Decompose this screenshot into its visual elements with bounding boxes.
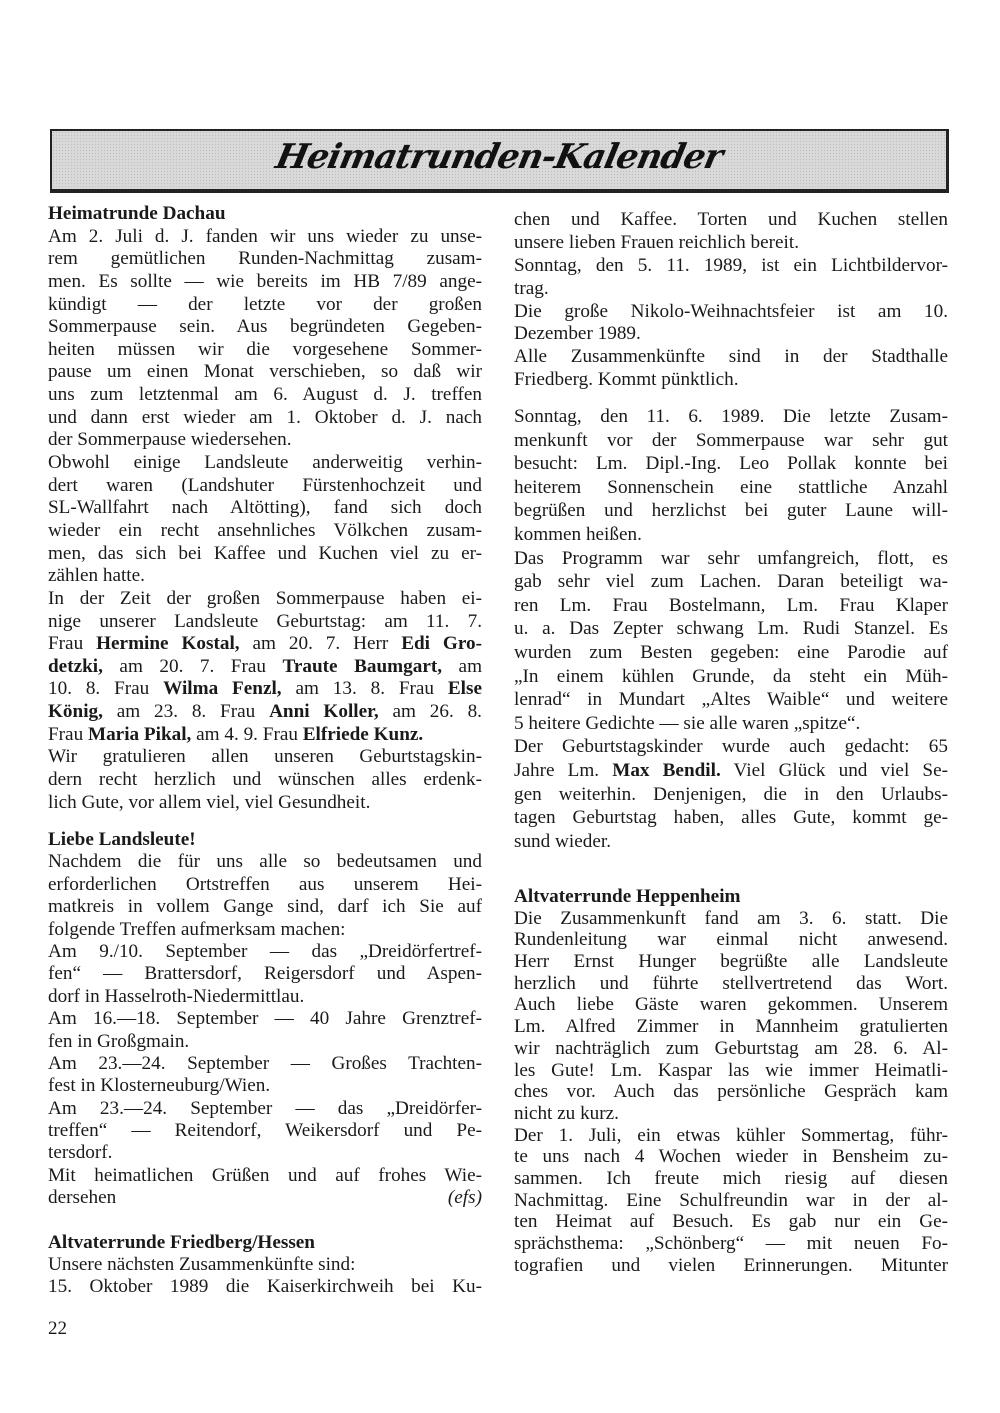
text-line: nige unserer Landsleute Geburtstag: am 11. 7.	[48, 610, 482, 632]
text-span: am 26. 8.	[378, 701, 482, 723]
text-line: ren Lm. Frau Bostelmann, Lm. Frau Klaper	[514, 594, 948, 616]
text-line: sprächsthema: „Schönberg“ — mit neuen Fo-	[514, 1233, 948, 1254]
text-line: SL-Wallfahrt nach Altötting), fand sich doch	[48, 497, 482, 519]
right-section-sonntag	[514, 405, 948, 853]
text-line: heiterem Sonnenschein eine stattliche Anzahl	[514, 476, 948, 498]
text-line: men, das sich bei Kaffee und Kuchen viel zu er-	[48, 542, 482, 564]
text-line: wurden zum Besten gegeben: eine Parodie auf	[514, 641, 948, 663]
text-line: gen weiterhin. Denjenigen, die in den Urlaubs-	[514, 783, 948, 805]
text-line: Sommerpause sein. Aus begründeten Gegeben-	[48, 316, 482, 338]
text-line: Am 16.—18. September — 40 Jahre Grenztref-	[48, 1008, 482, 1030]
section-heading: Altvaterrunde Friedberg/Hessen	[48, 1232, 315, 1253]
text-line: Obwohl einige Landsleute anderweitig verhin-	[48, 452, 482, 474]
text-line: menkunft vor der Sommerpause war sehr gut	[514, 429, 948, 451]
person-name: Edi Gro-	[401, 633, 483, 655]
text-line: zählen hatte.	[48, 565, 145, 587]
text-line: dert waren (Landshuter Fürstenhochzeit und	[48, 474, 482, 496]
text-line: Am 23.—24. September — das „Dreidörfer-	[48, 1097, 482, 1119]
text-line: und dann erst wieder am 1. Oktober d. J. nach	[48, 406, 482, 428]
text-line: wieder ein recht ansehnliches Völkchen zusam-	[48, 519, 482, 541]
text-line: kommen heißen.	[514, 523, 642, 545]
text-line: „In einem kühlen Grunde, da steht ein Müh-	[514, 665, 948, 687]
text-span: dersehen	[48, 1187, 448, 1209]
text-line: fen in Großgmain.	[48, 1030, 190, 1052]
person-name: Elfriede Kunz.	[302, 723, 424, 745]
banner-title: Heimatrunden-Kalender	[272, 137, 726, 177]
text-line: chen und Kaffee. Torten und Kuchen stellen	[514, 209, 948, 230]
text-line: tagen Geburtstag haben, alles Gute, kommt ge-	[514, 807, 948, 829]
text-line: Dezember 1989.	[514, 323, 641, 345]
text-line: Mit heimatlichen Grüßen und auf frohes Wie-	[48, 1164, 482, 1186]
text-line: heiten müssen wir die vorgesehene Sommer-	[48, 338, 482, 360]
text-line: herzlich und führte stellvertretend das Wort.	[514, 972, 948, 994]
text-line: uns zum letztenmal am 6. August d. J. treffen	[48, 384, 482, 406]
text-line: der Sommerpause wiedersehen.	[48, 429, 292, 451]
text-line	[514, 759, 948, 783]
person-name: Wilma Fenzl,	[163, 678, 282, 700]
text-line: sammen. Ich freute mich riesig auf diesen	[514, 1167, 948, 1189]
text-line: Der Geburtstagskinder wurde auch gedacht: 65	[514, 736, 948, 758]
text-line	[48, 633, 482, 656]
text-line: kündigt — der letzte vor der großen	[48, 293, 482, 315]
text-line: begrüßen und herzlichst bei guter Laune will-	[514, 500, 948, 522]
text-line: dorf in Hasselroth-Niedermittlau.	[48, 985, 305, 1007]
text-line: Herr Ernst Hunger begrüßte alle Landsleute	[514, 951, 948, 973]
text-line: Am 9./10. September — das „Dreidörfertref-	[48, 940, 482, 962]
text-line: Sonntag, den 5. 11. 1989, ist ein Lichtbildervor-	[514, 254, 948, 276]
text-span: am	[442, 655, 482, 677]
text-line	[48, 1187, 482, 1209]
text-line: Das Programm war sehr umfangreich, flott, es	[514, 547, 948, 569]
text-span: Frau	[48, 633, 97, 655]
text-line: fest in Klosterneuburg/Wien.	[48, 1075, 271, 1097]
text-line: erforderlichen Ortstreffen aus unserem Hei-	[48, 873, 482, 895]
text-line	[48, 724, 482, 747]
left-section-dachau	[48, 203, 482, 814]
text-span: Viel Glück und viel Se-	[720, 759, 948, 781]
text-line: lenrad“ in Mundart „Altes Waible“ und weitere	[514, 689, 948, 711]
text-line: Die große Nikolo-Weihnachtsfeier ist am 10.	[514, 300, 948, 322]
text-line: tersdorf.	[48, 1142, 113, 1164]
person-name: Else	[447, 678, 482, 700]
text-span: am 13. 8. Frau	[281, 678, 448, 700]
text-line: ches vor. Auch das persönliche Gespräch kam	[514, 1081, 948, 1103]
text-line: pause um einen Monat verschieben, so daß wir	[48, 361, 482, 383]
text-span: Jahre Lm.	[514, 759, 613, 781]
text-line: Alle Zusammenkünfte sind in der Stadthalle	[514, 346, 948, 368]
text-line: Auch liebe Gäste waren gekommen. Unserem	[514, 994, 948, 1016]
text-line: Nachdem die für uns alle so bedeutsamen und	[48, 851, 482, 873]
text-line: Der 1. Juli, ein etwas kühler Sommertag, führ-	[514, 1124, 948, 1146]
text-line: men. Es sollte — wie bereits im HB 7/89 ange-	[48, 270, 482, 292]
text-line: lich Gute, vor allem viel, viel Gesundheit.	[48, 791, 371, 813]
text-line: Nachmittag. Eine Schulfreundin war in der al-	[514, 1189, 948, 1211]
text-line: les Gute! Lm. Kaspar las wie immer Heimatli-	[514, 1059, 948, 1081]
text-line: 15. Oktober 1989 die Kaiserkirchweih bei Ku-	[48, 1276, 482, 1297]
text-line: In der Zeit der großen Sommerpause haben ei-	[48, 587, 482, 609]
text-line: tografien und vielen Erinnerungen. Mitunter	[514, 1254, 948, 1276]
left-section-friedberg	[48, 1232, 482, 1298]
text-line: besucht: Lm. Dipl.-Ing. Leo Pollak konnte bei	[514, 453, 948, 475]
text-span: Frau	[48, 723, 88, 745]
text-line: Am 23.—24. September — Großes Trachten-	[48, 1052, 482, 1074]
text-line: Friedberg. Kommt pünktlich.	[514, 369, 739, 391]
text-line	[48, 701, 482, 724]
text-line: folgende Treffen aufmerksam machen:	[48, 918, 346, 940]
text-line: unsere lieben Frauen reichlich bereit.	[514, 231, 800, 253]
text-line: matkreis in vollem Gange sind, darf ich Sie auf	[48, 896, 482, 918]
text-line: rem gemütlichen Runden-Nachmittag zusam-	[48, 248, 482, 270]
author-initials: (efs)	[447, 1187, 482, 1209]
text-line: fen“ — Brattersdorf, Reigersdorf und Aspen-	[48, 963, 482, 985]
right-section-heppenheim	[514, 886, 948, 1276]
text-span: am 4. 9. Frau	[191, 723, 303, 745]
text-line: Wir gratulieren allen unseren Geburtstagskin-	[48, 746, 482, 768]
text-line: Rundenleitung war einmal nicht anwesend.	[514, 929, 948, 951]
text-line: nicht zu kurz.	[514, 1102, 619, 1124]
person-name: Maria Pikal,	[87, 723, 192, 745]
text-line: wir nachträglich zum Geburtstag am 28. 6. Al-	[514, 1037, 948, 1059]
text-span: am 20. 7. Frau	[102, 655, 283, 677]
text-line: Unsere nächsten Zusammenkünfte sind:	[48, 1254, 356, 1275]
left-section-liebe-landsleute	[48, 829, 482, 1210]
text-line	[48, 678, 482, 701]
text-span: am 20. 7. Herr	[239, 633, 402, 655]
text-line: gab sehr viel zum Lachen. Daran beteiligt wa-	[514, 571, 948, 593]
text-line: u. a. Das Zepter schwang Lm. Rudi Stanzel. Es	[514, 618, 948, 640]
text-line: Die Zusammenkunft fand am 3. 6. statt. Die	[514, 907, 948, 929]
section-heading: Liebe Landsleute!	[48, 829, 196, 850]
person-name: Max Bendil.	[612, 759, 721, 781]
person-name: detzki,	[48, 655, 103, 677]
text-line: trag.	[514, 277, 549, 299]
section-heading: Heimatrunde Dachau	[48, 203, 226, 224]
text-span: 10. 8. Frau	[48, 678, 164, 700]
text-line: dern recht herzlich und wünschen alles erdenk-	[48, 769, 482, 791]
text-line: Lm. Alfred Zimmer in Mannheim gratulierten	[514, 1016, 948, 1038]
right-section-friedberg-cont	[514, 209, 948, 392]
text-line: 5 heitere Gedichte — sie alle waren „spitze“.	[514, 712, 861, 734]
text-span: am 23. 8. Frau	[102, 701, 270, 723]
page-number: 22	[48, 1318, 67, 1339]
header-banner	[50, 129, 949, 193]
text-line: Sonntag, den 11. 6. 1989. Die letzte Zusam-	[514, 406, 948, 427]
text-line: ten Heimat auf Besuch. Es gab nur ein Ge-	[514, 1211, 948, 1233]
person-name: Anni Koller,	[269, 701, 379, 723]
person-name: Hermine Kostal,	[96, 633, 240, 655]
person-name: Traute Baumgart,	[282, 655, 443, 677]
text-line: sund wieder.	[514, 830, 611, 852]
section-heading: Altvaterrunde Heppenheim	[514, 886, 741, 907]
text-line: Am 2. Juli d. J. fanden wir uns wieder zu unse-	[48, 225, 482, 247]
text-line: te uns nach 4 Wochen wieder in Bensheim zu-	[514, 1146, 948, 1168]
text-line	[48, 656, 482, 679]
person-name: König,	[48, 701, 103, 723]
text-line: treffen“ — Reitendorf, Weikersdorf und Pe-	[48, 1120, 482, 1142]
